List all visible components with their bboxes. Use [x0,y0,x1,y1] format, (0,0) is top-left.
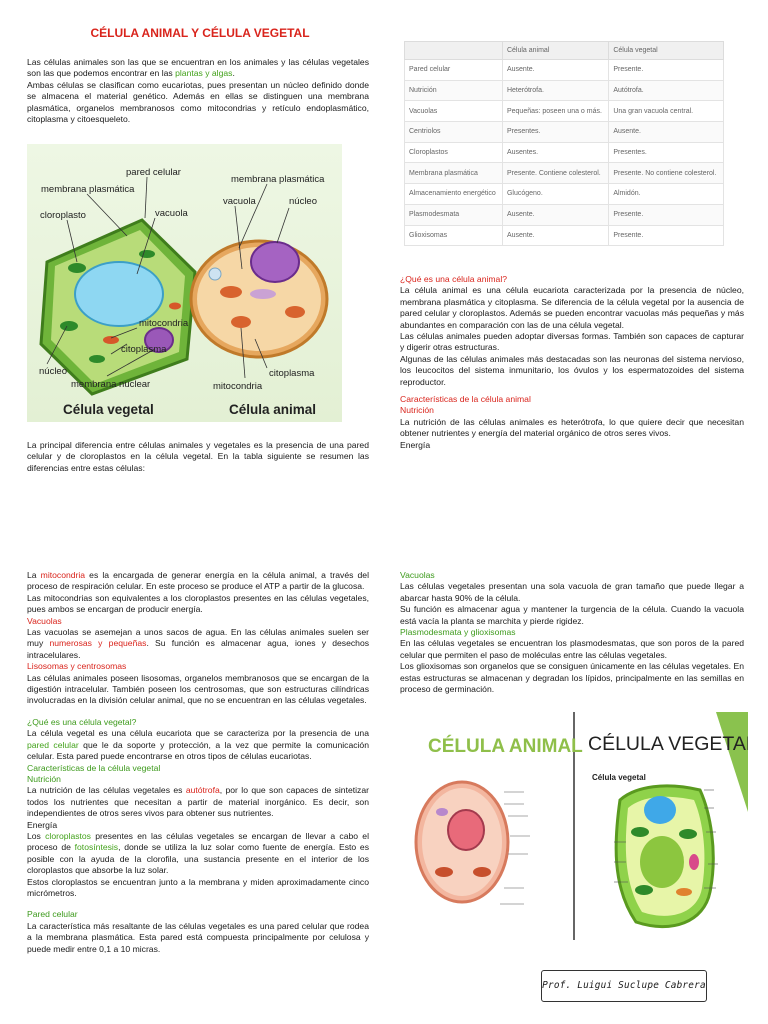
plasmodesmata-heading: Plasmodesmata y glioxisomas [400,627,516,638]
intro-text [27,57,369,125]
label-membrana-nuclear: membrana nuclear [71,379,151,390]
table-row-label: Vacuolas [405,101,503,122]
animal-cell-caption: Célula animal [229,402,317,417]
plant-nutrition-heading: Nutrición [27,773,61,784]
intro-paragraph-1: Las células animales son las que se encuentran en los animales y las células vegetales son las que podemos encontrar en las plantas y algas. [27,57,369,79]
table-cell: Ausente. [502,225,608,246]
mitochondria-paragraph: La mitocondria es la encargada de generar energía en la célula animal, a través del proceso de respiración celular. En este proceso se produce el ATP a partir de la glucosa. [27,570,369,592]
plant-energy-text-2: Estos cloroplastos se encuentran junto a la membrana y miden aproximadamente cinco micrómetros. [27,876,369,898]
table-row-label: Membrana plasmática [405,163,503,184]
label-citoplasma-plant: citoplasma [121,344,167,355]
lysosomes-heading: Lisosomas y centrosomas [27,661,127,672]
table-cell: Presentes. [609,142,724,163]
right-bottom-section [400,570,744,695]
table-row-label: Glioxisomas [405,225,503,246]
table-cell: Presentes. [502,122,608,143]
animal-characteristics-heading: Características de la célula animal [400,394,531,405]
table-cell: Heterótrofa. [502,80,608,101]
table-cell: Ausente. [502,60,608,81]
label-vacuola-animal: vacuola [223,196,256,207]
page-title: CÉLULA ANIMAL Y CÉLULA VEGETAL [90,26,310,40]
animal-question-heading: ¿Qué es una célula animal? [400,274,508,284]
autotrofa-link[interactable]: autótrofa [185,785,220,796]
numerosas-link[interactable]: numerosas y pequeñas [49,638,147,649]
mitochondria-paragraph-2: Las mitocondrias son equivalentes a los cloroplastos presentes en las células vegetales, pues ambos se encargan de producir energía. [27,592,369,615]
cell-diagram-illustration [27,144,342,422]
cell-wall-text: La característica más resaltante de las células vegetales es una pared celular que rodea a la membrana plasmática. Esta pared está compuesta principalmente por celulosa y puede medir entre 0,1 a 10 micras. [27,920,369,954]
table-row [405,204,724,225]
table-cell: Presente. [609,225,724,246]
plant-cell-subtitle: Célula vegetal [592,773,646,782]
table-cell: Ausentes. [502,142,608,163]
intro-paragraph-2: Ambas células se clasifican como eucariotas, pues presentan un núcleo definido donde se almacena el material genético. Además en ellas se distinguen una membrana plasmática, organelos membranosos como mitocondrias y retículo endoplasmático, citoplasma y citoesqueleto. [27,79,369,125]
animal-cell-illustration [191,241,327,357]
table-cell: Presente. [609,204,724,225]
plantas-link[interactable]: plantas y algas [175,68,233,79]
animal-cell-banner-title: CÉLULA ANIMAL [428,736,583,757]
animal-cell-section [400,274,744,451]
plant-cell-caption: Célula vegetal [63,402,154,417]
table-cell: Pequeñas: poseen una o más. [502,101,608,122]
plant-energy-text: Los cloroplastos presentes en las células vegetales se encargan de llevar a cabo el proceso de fotosíntesis, donde se utiliza la luz solar como fuente de energía. Esto es posible con la ayuda de la clorofila, una sustancia presente en el interior de los cloroplastos que absorbe la luz solar. [27,830,369,876]
plant-vacuoles-heading: Vacuolas [400,570,435,580]
table-header [405,42,503,60]
label-membrana-plasmatica-plant: membrana plasmática [41,184,135,195]
table-row [405,80,724,101]
table-row-label: Cloroplastos [405,142,503,163]
differences-text: La principal diferencia entre células animales y vegetales es la presencia de una pared celular y de cloroplastos en la célula vegetal. En la tabla siguiente se resumen las diferencias entre estas células: [27,440,369,473]
table-header-row [405,42,724,60]
table-cell: Autótrofa. [609,80,724,101]
table-row [405,184,724,205]
table-cell: Presente. No contiene colesterol. [609,163,724,184]
table-row-label: Almacenamiento energético [405,184,503,205]
table-row-label: Pared celular [405,60,503,81]
animal-nutrition-text: La nutrición de las células animales es heterótrofa, lo que quiere decir que necesitan obtener nutrientes y energía del material orgánico de otros seres vivos. [400,416,744,439]
animal-energy-heading: Energía [400,439,431,450]
animal-paragraph-2: Las células animales pueden adoptar diversas formas. También son capaces de capturar y digerir otras estructuras. [400,331,744,353]
table-row [405,163,724,184]
animal-cell-model [416,782,508,902]
plant-paragraph-1: La célula vegetal es una célula eucariota que se caracteriza por la presencia de una pared celular que le da soporte y protección, a la vez que permite la comunicación celular. Esta pared puede encontrarse en otros tipos de células eucariotas. [27,728,369,762]
table-cell: Ausente. [609,122,724,143]
lysosomes-text: Las células animales poseen lisosomas, organelos membranosos que se encargan de la digestión intracelular. También poseen los centrosomas, que son estructuras cilíndricas involucradas en la división celular animal, que no se encuentran en las células vegetales. [27,672,369,706]
plant-cell-banner-title: CÉLULA VEGETAL [588,733,748,755]
table-cell: Glucógeno. [502,184,608,205]
label-vacuola-plant: vacuola [155,208,188,219]
cell-diagram-figure [27,144,342,422]
table-cell: Una gran vacuola central. [609,101,724,122]
label-membrana-plasmatica-animal: membrana plasmática [231,174,325,185]
plant-cell-model [616,786,713,927]
pared-celular-link[interactable]: pared celular [27,739,79,750]
plant-vacuoles-text-2: Su función es almacenar agua y mantener la turgencia de la célula. Cuando la vacuola está vacía la planta se marchita y pierde rigidez. [400,604,744,626]
label-pared-celular: pared celular [126,167,181,178]
cell-comparison-figure [404,712,748,940]
animal-vacuoles-heading: Vacuolas [27,615,62,626]
label-citoplasma-animal: citoplasma [269,368,315,379]
author-signature-box: Prof. Luigui Suclupe Cabrera [541,970,707,1002]
table-header: Célula vegetal [609,42,724,60]
cell-comparison-illustration [404,712,748,940]
table-cell: Presente. [609,60,724,81]
table-row [405,142,724,163]
cloroplastos-link[interactable]: cloroplastos [45,830,91,841]
mitocondria-link[interactable]: mitocondria [40,570,86,580]
comparison-table [404,41,724,246]
table-cell: Almidón. [609,184,724,205]
animal-paragraph-1: La célula animal es una célula eucariota caracterizada por la presencia de núcleo, membrana plasmática y citoplasma. Se diferencia de la célula vegetal por la ausencia de pared celular y cloroplastos. Además se pueden encontrar vacuolas más pequeñas y más abundantes en comparación con las de una célula vegetal. [400,285,744,330]
animal-paragraph-3: Algunas de las células animales más destacadas son las neuronas del sistema nervioso, los leucocitos del sistema inmunitario, los óvulos y los espermatozoides del sistema reproductor. [400,353,744,387]
table-row [405,60,724,81]
table-row [405,101,724,122]
table-row-label: Plasmodesmata [405,204,503,225]
label-mitocondria-animal: mitocondria [213,381,263,392]
plant-energy-heading: Energía [27,819,58,830]
left-bottom-section [27,570,369,955]
label-cloroplasto: cloroplasto [40,210,86,221]
label-nucleo-animal: núcleo [289,196,317,207]
label-nucleo-plant: núcleo [39,366,67,377]
table-header: Célula animal [502,42,608,60]
plant-nutrition-text: La nutrición de las células vegetales es autótrofa, por lo que son capaces de sintetizar todos los nutrientes que necesitan a partir de material inorgánico. Es decir, son independientes de otros seres vivos para obtener sus nutrientes. [27,785,369,819]
fotosintesis-link[interactable]: fotosíntesis [74,842,119,853]
table-row-label: Nutrición [405,80,503,101]
animal-nutrition-heading: Nutrición [400,405,434,416]
animal-vacuoles-text: Las vacuolas se asemejan a unos sacos de agua. En las células animales suelen ser muy numerosas y pequeñas. Su función es almacenar agua, iones y desechos intracelulares. [27,627,370,660]
table-row-label: Centriolos [405,122,503,143]
plant-characteristics-heading: Características de la célula vegetal [27,762,161,773]
plant-question-heading: ¿Qué es una célula vegetal? [27,716,137,727]
plasmodesmata-text-2: Los glioxisomas son organelos que se consiguen únicamente en las células vegetales. En estas estructuras se almacenan y degradan los lípidos, principalmente en las semillas en proceso de germinación. [400,661,744,695]
label-mitocondria-plant: mitocondria [139,318,189,329]
table-row [405,225,724,246]
plasmodesmata-text-1: En las células vegetales se encuentran los plasmodesmatas, que son poros de la pared celular que permiten el paso de moléculas entre las células vegetales. [400,638,744,660]
table-row [405,122,724,143]
cell-wall-heading: Pared celular [27,909,78,920]
table-cell: Ausente. [502,204,608,225]
table-cell: Presente. Contiene colesterol. [502,163,608,184]
plant-vacuoles-text-1: Las células vegetales presentan una sola vacuola de gran tamaño que puede llegar a abarcar hasta 90% de la célula. [400,581,744,603]
